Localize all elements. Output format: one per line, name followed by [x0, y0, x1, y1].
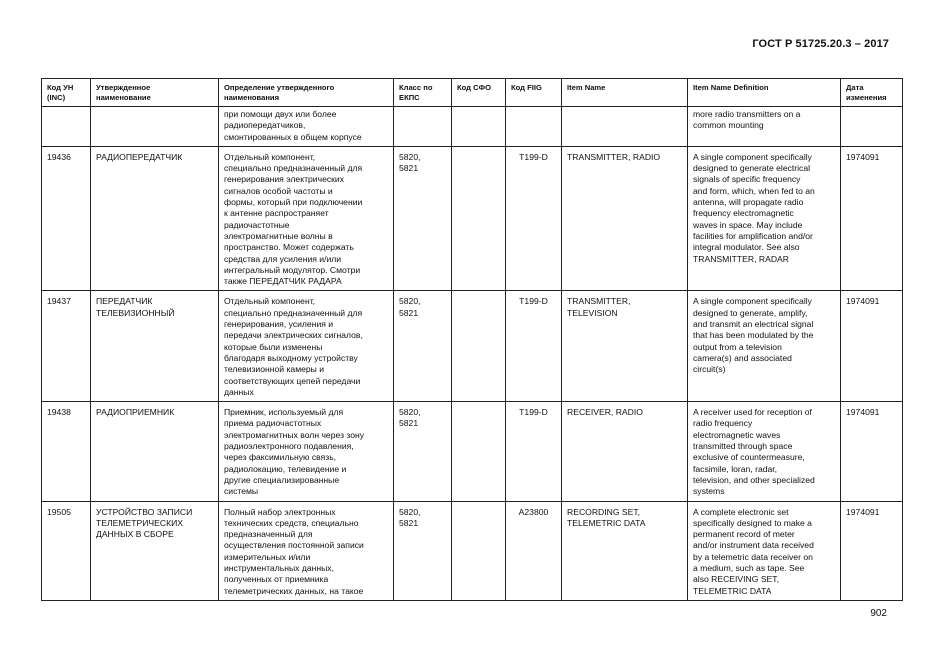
cell-class: 5820, 5821: [394, 402, 452, 501]
cell-sfo-code: [452, 402, 506, 501]
cell-sfo-code: [452, 501, 506, 600]
column-header-definition: Определение утвержденного наименования: [219, 79, 394, 107]
cell-definition: Отдельный компонент, специально предназначенный для генерирования электрических сигналов особой частоты и формы, который при подключении к антенне распространяет радиочастотные электромагнитные волны в пространство. Может содержать средства для усиления и/или интегральный модулятор. Смотри также ПЕРЕДАТЧИК РАДАРА: [219, 146, 394, 291]
cell-item-name: TRANSMITTER, RADIO: [562, 146, 688, 291]
cell-change-date: 1974091: [841, 402, 903, 501]
cell-approved-name: РАДИОПЕРЕДАТЧИК: [91, 146, 219, 291]
cell-definition: Отдельный компонент, специально предназначенный для генерирования, усиления и передачи электрических сигналов, которые были изменены благодаря выходному устройству телевизионной камеры и соответствующих цепей передачи данных: [219, 291, 394, 402]
cell-class: [394, 107, 452, 147]
cell-inc: [42, 107, 91, 147]
cell-sfo-code: [452, 146, 506, 291]
catalog-table: [41, 78, 903, 601]
column-header-class: Класс по ЕКПС: [394, 79, 452, 107]
document-header: ГОСТ Р 51725.20.3 – 2017: [752, 38, 889, 50]
cell-fiig-code: T199-D: [506, 402, 562, 501]
column-header-item-name: Item Name: [562, 79, 688, 107]
cell-fiig-code: [506, 107, 562, 147]
table-header-row: [42, 79, 903, 107]
column-header-approved-name: Утвержденное наименование: [91, 79, 219, 107]
cell-item-name: [562, 107, 688, 147]
cell-item-definition: A single component specifically designed to generate electrical signals of specific frequency and form, which, when fed to an antenna, will propagate radio frequency electromagnetic waves in space. May include facilities for amplification and/or integral modulator. See also TRANSMITTER, RADAR: [688, 146, 841, 291]
column-header-inc: Код УН (INC): [42, 79, 91, 107]
cell-change-date: [841, 107, 903, 147]
cell-definition: Полный набор электронных технических средств, специально предназначенный для осуществления постоянной записи измерительных и/или инструментальных данных, полученных от приемника телеметрических данных, на такое: [219, 501, 394, 600]
column-header-fiig-code: Код FIIG: [506, 79, 562, 107]
column-header-change-date: Дата изменения: [841, 79, 903, 107]
cell-fiig-code: A23800: [506, 501, 562, 600]
cell-approved-name: УСТРОЙСТВО ЗАПИСИ ТЕЛЕМЕТРИЧЕСКИХ ДАННЫХ В СБОРЕ: [91, 501, 219, 600]
cell-definition: при помощи двух или более радиопередатчиков, смонтированных в общем корпусе: [219, 107, 394, 147]
cell-class: 5820, 5821: [394, 291, 452, 402]
cell-definition: Приемник, используемый для приема радиочастотных электромагнитных волн через зону радиоэлектронного подавления, через факсимильную связь, радиолокацию, телевидение и другие специализированные системы: [219, 402, 394, 501]
table-row: [42, 146, 903, 291]
table-row: [42, 402, 903, 501]
cell-sfo-code: [452, 291, 506, 402]
cell-item-definition: A complete electronic set specifically designed to make a permanent record of meter and/or instrument data received by a telemetric data receiver on a medium, such as tape. See also RECEIVING SET, TELEMETRIC DATA: [688, 501, 841, 600]
cell-item-name: RECEIVER, RADIO: [562, 402, 688, 501]
cell-change-date: 1974091: [841, 501, 903, 600]
column-header-item-definition: Item Name Definition: [688, 79, 841, 107]
cell-item-name: TRANSMITTER, TELEVISION: [562, 291, 688, 402]
cell-inc: 19436: [42, 146, 91, 291]
cell-item-definition: A receiver used for reception of radio frequency electromagnetic waves transmitted through space exclusive of countermeasure, facsimile, loran, radar, television, and other specialized systems: [688, 402, 841, 501]
table-row-continuation: [42, 107, 903, 147]
cell-inc: 19438: [42, 402, 91, 501]
table-row: [42, 291, 903, 402]
cell-approved-name: ПЕРЕДАТЧИК ТЕЛЕВИЗИОННЫЙ: [91, 291, 219, 402]
cell-item-definition: more radio transmitters on a common mounting: [688, 107, 841, 147]
cell-approved-name: [91, 107, 219, 147]
column-header-sfo-code: Код СФО: [452, 79, 506, 107]
cell-approved-name: РАДИОПРИЕМНИК: [91, 402, 219, 501]
cell-fiig-code: T199-D: [506, 146, 562, 291]
page-number: 902: [870, 608, 887, 619]
cell-item-name: RECORDING SET, TELEMETRIC DATA: [562, 501, 688, 600]
cell-item-definition: A single component specifically designed to generate, amplify, and transmit an electrical signal that has been modulated by the output from a television camera(s) and associated circuit(s): [688, 291, 841, 402]
cell-fiig-code: T199-D: [506, 291, 562, 402]
cell-class: 5820, 5821: [394, 501, 452, 600]
cell-change-date: 1974091: [841, 291, 903, 402]
cell-inc: 19505: [42, 501, 91, 600]
cell-class: 5820, 5821: [394, 146, 452, 291]
cell-sfo-code: [452, 107, 506, 147]
table-row: [42, 501, 903, 600]
cell-change-date: 1974091: [841, 146, 903, 291]
cell-inc: 19437: [42, 291, 91, 402]
